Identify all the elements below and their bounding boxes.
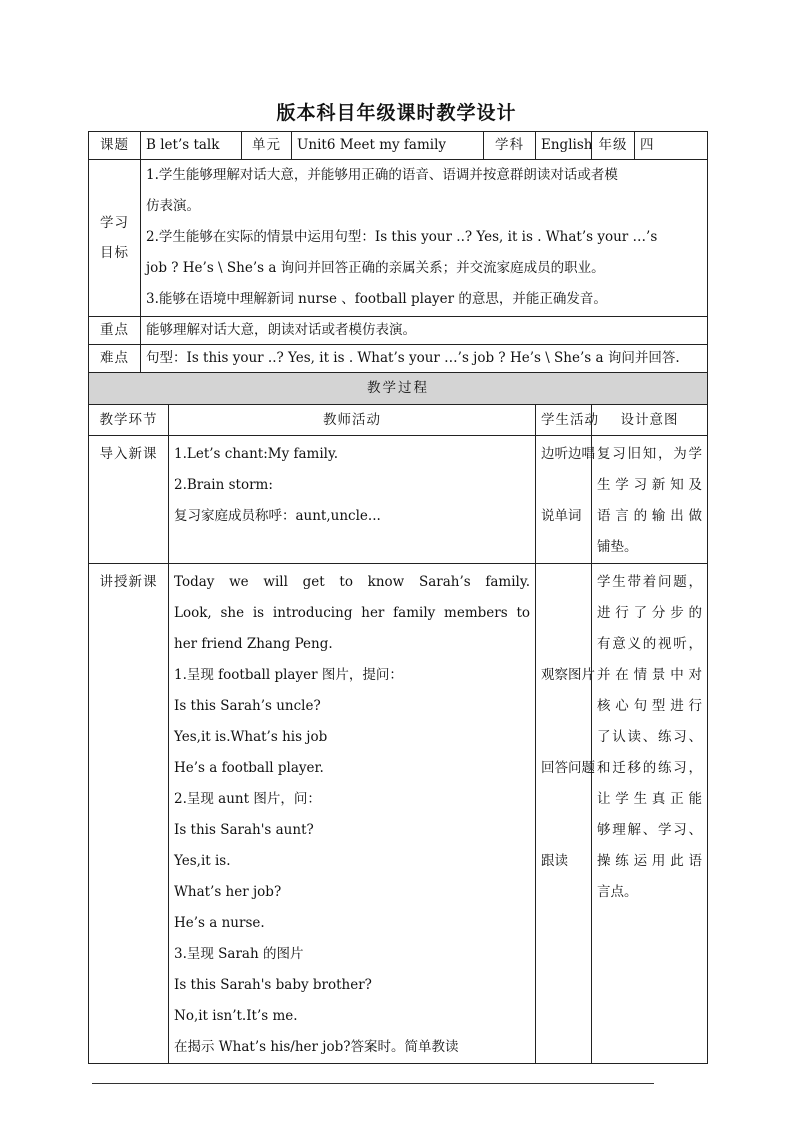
teach-student-line <box>541 815 586 846</box>
goal-line: job ? He’s \ She’s a 询问并回答正确的亲属关系；并交流家庭成员的职业。 <box>146 260 605 276</box>
teach-teacher-line: her friend Zhang Peng. <box>174 636 333 652</box>
teach-student <box>536 564 595 1064</box>
teach-student-line: 跟读 <box>541 853 568 869</box>
col-stage-header: 教学环节 <box>89 405 169 436</box>
teach-intent <box>592 564 708 1064</box>
goals-label-line: 目标 <box>100 245 129 261</box>
difficulty-text: 句型：Is this your ..? Yes, it is . What’s your …’s job ? He’s \ She’s a 询问并回答. <box>141 345 708 373</box>
column-header-row <box>89 405 708 436</box>
info-row <box>89 132 708 160</box>
unit-value: Unit6 Meet my family <box>292 132 484 160</box>
teach-teacher <box>169 564 536 1064</box>
intro-intent-line: 语言的输出做 <box>597 508 702 524</box>
intro-student <box>536 436 595 564</box>
teach-intent-line: 够理解、学习、 <box>597 822 702 838</box>
difficulty-row <box>89 345 708 373</box>
teach-teacher-line: No,it isn’t.It’s me. <box>174 1008 298 1024</box>
intro-intent-line: 复习旧知，为学 <box>597 446 702 462</box>
teach-intent-line: 了认读、练习、 <box>597 729 702 745</box>
footer-divider <box>92 1083 654 1084</box>
teach-student-line <box>541 691 586 722</box>
teach-intent-line: 操练运用此语 <box>597 853 702 869</box>
intro-stage: 导入新课 <box>99 446 158 462</box>
intro-student-line: 说单词 <box>541 508 582 524</box>
teach-student-line <box>541 598 586 629</box>
intro-intent-line: 生学习新知及 <box>597 477 702 493</box>
teach-teacher-line: Is this Sarah's baby brother? <box>174 977 372 993</box>
process-header-row <box>89 373 708 405</box>
teach-teacher-line: What’s her job? <box>174 884 282 900</box>
teach-intent-line: 和迁移的练习， <box>597 760 702 776</box>
teach-student-line <box>541 722 586 753</box>
teach-intent-line: 核心句型进行 <box>597 698 702 714</box>
teach-teacher-line: 3.呈现 Sarah 的图片 <box>174 946 304 962</box>
intro-student-line: 边听边唱 <box>541 446 595 462</box>
teach-student-line: 观察图片 <box>541 667 595 683</box>
intro-teacher-line: 复习家庭成员称呼：aunt,uncle... <box>174 508 381 524</box>
teach-student-line <box>541 629 586 660</box>
key-point-row <box>89 317 708 345</box>
teach-intent-line: 学生带着问题， <box>597 574 702 590</box>
goal-line: 3.能够在语境中理解新词 nurse 、football player 的意思，并能正确发音。 <box>146 291 607 307</box>
col-intent-header: 设计意图 <box>592 405 708 436</box>
goals-text <box>141 160 708 317</box>
grade-value: 四 <box>635 132 708 160</box>
intro-row <box>89 436 708 564</box>
topic-label: 课题 <box>89 132 141 160</box>
page-title: 版本科目年级课时教学设计 <box>276 102 517 124</box>
teach-intent-line: 进行了分步的 <box>597 605 702 621</box>
teach-teacher-line: Is this Sarah's aunt? <box>174 822 314 838</box>
teach-teacher-line: 1.呈现 football player 图片，提问： <box>174 667 403 683</box>
col-teacher-header: 教师活动 <box>169 405 536 436</box>
teach-intent-line: 有意义的视听， <box>597 636 702 652</box>
teach-intent-line: 言点。 <box>597 884 638 900</box>
key-point-text: 能够理解对话大意，朗读对话或者模仿表演。 <box>141 317 708 345</box>
goals-row <box>89 160 708 317</box>
intro-teacher-line: 1.Let’s chant:My family. <box>174 446 339 462</box>
teach-teacher-line: He’s a nurse. <box>174 915 265 931</box>
teach-student-line <box>541 567 586 598</box>
teach-intent-line: 并在情景中对 <box>597 667 702 683</box>
teach-student-line <box>541 784 586 815</box>
teach-row <box>89 564 708 1064</box>
goals-label <box>89 160 141 317</box>
teach-stage: 讲授新课 <box>99 574 158 590</box>
intro-teacher-line: 2.Brain storm: <box>174 477 273 493</box>
teach-teacher-line: Today we will get to know Sarah’s family. <box>174 574 530 590</box>
subject-value: English <box>536 132 592 160</box>
lesson-plan-table <box>88 131 708 1064</box>
goals-label-line: 学习 <box>100 214 129 231</box>
difficulty-label: 难点 <box>89 345 141 373</box>
goal-line: 2.学生能够在实际的情景中运用句型：Is this your ..? Yes, it is . What’s your …’s <box>146 229 658 245</box>
subject-label: 学科 <box>484 132 536 160</box>
grade-label: 年级 <box>592 132 635 160</box>
teach-teacher-line: Yes,it is.What’s his job <box>174 729 328 745</box>
teach-teacher-line: He’s a football player. <box>174 760 324 776</box>
key-point-label: 重点 <box>89 317 141 345</box>
intro-intent-line: 铺垫。 <box>597 539 638 555</box>
teach-teacher-line: 2.呈现 aunt 图片，问： <box>174 791 321 807</box>
goal-line: 仿表演。 <box>146 198 200 214</box>
teach-student-line: 回答问题 <box>541 760 595 776</box>
teach-teacher-line: Look, she is introducing her family members to <box>174 605 530 621</box>
unit-label: 单元 <box>242 132 292 160</box>
teach-intent-line: 让学生真正能 <box>597 791 702 807</box>
teach-teacher-line: Yes,it is. <box>174 853 231 869</box>
goal-line: 1.学生能够理解对话大意，并能够用正确的语音、语调并按意群朗读对话或者模 <box>146 167 618 183</box>
process-header: 教学过程 <box>89 373 708 405</box>
intro-teacher <box>169 436 536 564</box>
teach-teacher-line: 在揭示 What’s his/her job?答案时。简单教读 <box>174 1039 459 1055</box>
teach-teacher-line: Is this Sarah’s uncle? <box>174 698 321 714</box>
intro-intent <box>592 436 708 564</box>
topic-value: B let’s talk <box>141 132 242 160</box>
intro-student-line <box>541 470 586 501</box>
col-student-header: 学生活动 <box>536 405 592 436</box>
